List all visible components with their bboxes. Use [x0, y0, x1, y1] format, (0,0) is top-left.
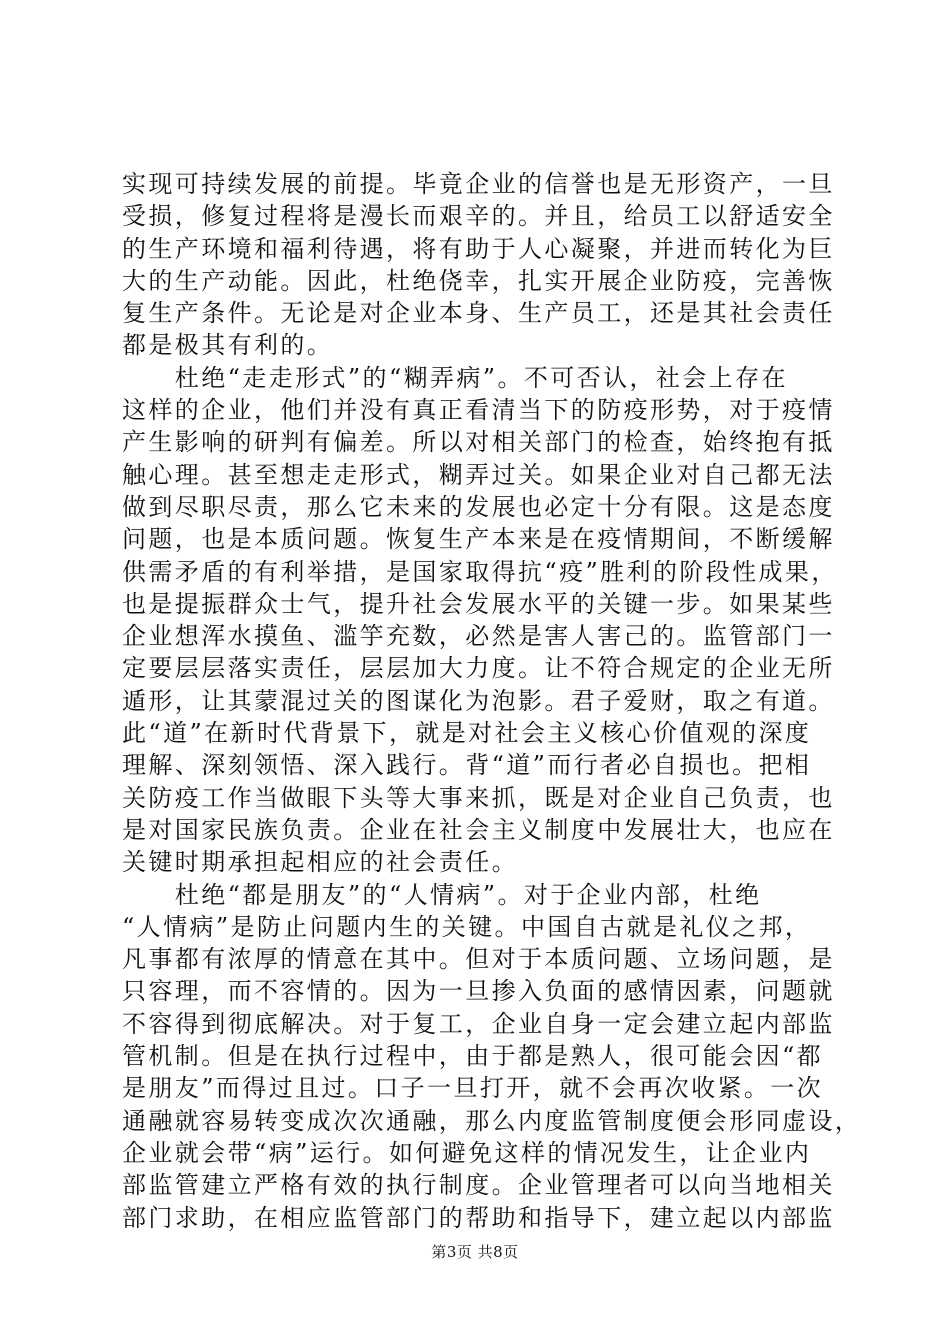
text-line: 部门求助，在相应监管部门的帮助和指导下，建立起以内部监	[122, 1203, 835, 1232]
text-line: 实现可持续发展的前提。毕竟企业的信誉也是无形资产，一旦	[122, 170, 835, 198]
text-line: 这样的企业，他们并没有真正看清当下的防疫形势，对于疫情	[122, 396, 835, 425]
text-line: 大的生产动能。因此，杜绝侥幸，扎实开展企业防疫，完善恢	[122, 266, 835, 295]
text-line: 企业想浑水摸鱼、滥竽充数，必然是害人害己的。监管部门一	[122, 622, 835, 651]
text-line: 定要层层落实责任，层层加大力度。让不符合规定的企业无所	[122, 654, 835, 683]
text-line: 此“道”在新时代背景下，就是对社会主义核心价值观的深度	[122, 719, 812, 748]
text-line: 部监管建立严格有效的执行制度。企业管理者可以向当地相关	[122, 1171, 835, 1200]
text-line: 供需矛盾的有利举措，是国家取得抗“疫”胜利的阶段性成果，	[122, 557, 838, 586]
text-line: 做到尽职尽责，那么它未来的发展也必定十分有限。这是态度	[122, 492, 835, 521]
text-line: 关键时期承担起相应的社会责任。	[122, 848, 518, 877]
text-line: “人情病”是防止问题内生的关键。中国自古就是礼仪之邦，	[122, 912, 812, 941]
text-line: 也是提振群众士气，提升社会发展水平的关键一步。如果某些	[122, 589, 835, 618]
text-line: 复生产条件。无论是对企业本身、生产员工，还是其社会责任	[122, 299, 835, 328]
text-line: 都是极其有利的。	[122, 331, 334, 360]
page-number-footer: 第3页 共8页	[431, 1243, 519, 1261]
text-line: 理解、深刻领悟、深入践行。背“道”而行者必自损也。把相	[122, 751, 812, 780]
text-line: 不容得到彻底解决。对于复工，企业自身一定会建立起内部监	[122, 1009, 835, 1038]
text-line: 关防疫工作当做眼下头等大事来抓，既是对企业自己负责，也	[122, 783, 835, 812]
text-line: 通融就容易转变成次次通融，那么内度监管制度便会形同虚设，	[122, 1106, 862, 1135]
text-line: 杜绝“都是朋友”的“人情病”。对于企业内部，杜绝	[122, 880, 762, 909]
text-line: 杜绝“走走形式”的“糊弄病”。不可否认，社会上存在	[122, 363, 788, 392]
text-line: 是对国家民族负责。企业在社会主义制度中发展壮大，也应在	[122, 815, 835, 844]
text-line: 企业就会带“病”运行。如何避免这样的情况发生，让企业内	[122, 1138, 812, 1167]
text-line: 产生影响的研判有偏差。所以对相关部门的检查，始终抱有抵	[122, 428, 835, 457]
text-line: 问题，也是本质问题。恢复生产本来是在疫情期间，不断缓解	[122, 525, 835, 554]
text-line: 只容理，而不容情的。因为一旦掺入负面的感情因素，问题就	[122, 977, 835, 1006]
text-line: 触心理。甚至想走走形式，糊弄过关。如果企业对自己都无法	[122, 460, 835, 489]
text-line: 凡事都有浓厚的情意在其中。但对于本质问题、立场问题，是	[122, 945, 835, 974]
text-line: 的生产环境和福利待遇，将有助于人心凝聚，并进而转化为巨	[122, 234, 835, 263]
body-text	[122, 168, 862, 1234]
text-line: 是朋友”而得过且过。口子一旦打开，就不会再次收紧。一次	[122, 1074, 824, 1103]
text-line: 遁形，让其蒙混过关的图谋化为泡影。君子爱财，取之有道。	[122, 686, 835, 715]
text-line: 管机制。但是在执行过程中，由于都是熟人，很可能会因“都	[122, 1042, 824, 1071]
text-line: 受损，修复过程将是漫长而艰辛的。并且，给员工以舒适安全	[122, 202, 835, 231]
